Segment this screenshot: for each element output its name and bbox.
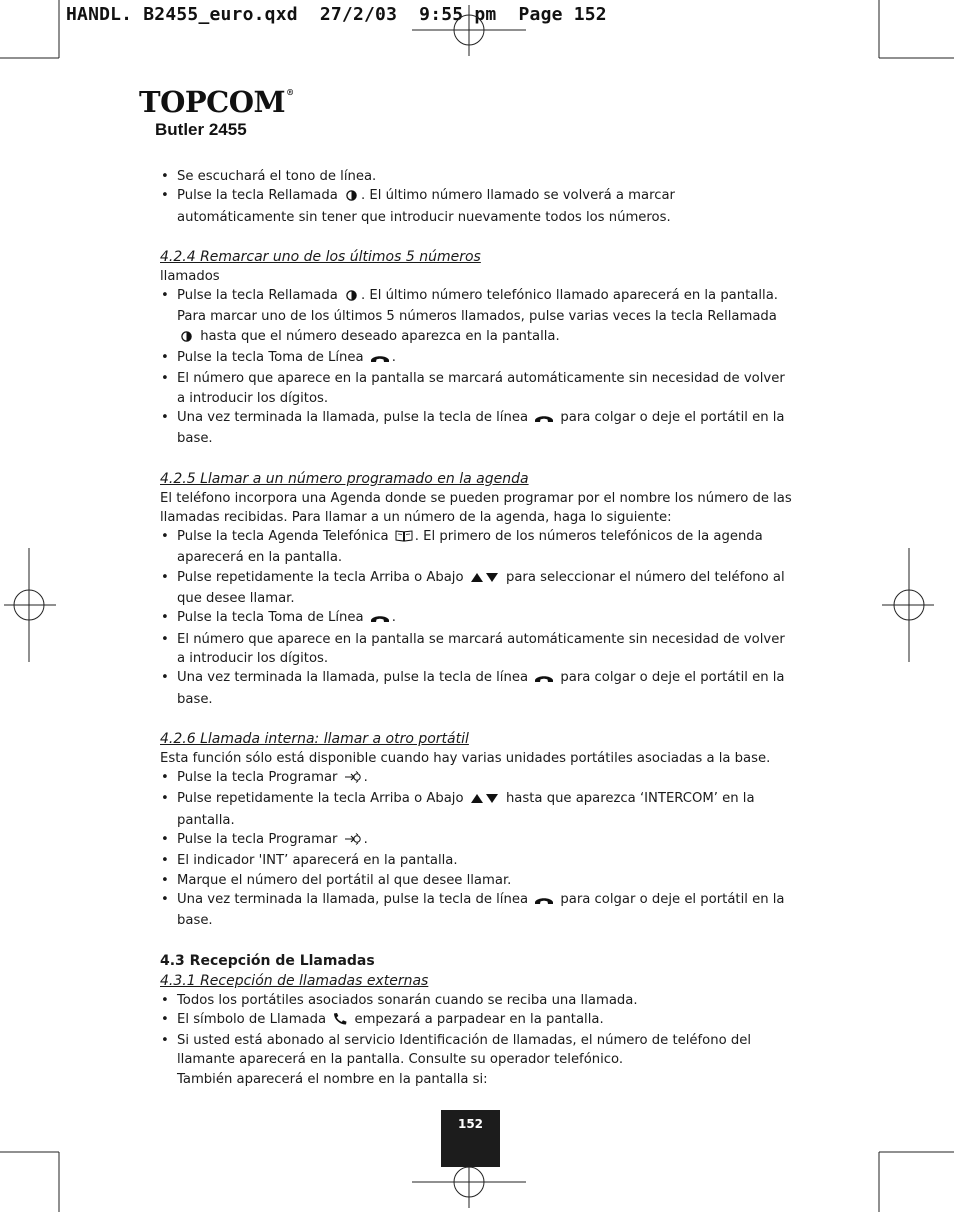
- handset-icon: [534, 892, 554, 911]
- list-item: • Pulse repetidamente la tecla Arriba o Abajo para seleccionar el número del teléfono al que desee llamar.: [160, 568, 792, 609]
- redial-icon: [344, 188, 359, 207]
- page-body: [160, 167, 792, 1089]
- handset-icon: [534, 410, 554, 429]
- section-title-4-2-6: 4.2.6 Llamada interna: llamar a otro portátil: [160, 730, 469, 747]
- section-title-4-2-4: 4.2.4 Remarcar uno de los últimos 5 números: [160, 248, 481, 265]
- list-item: • Marque el número del portátil al que desee llamar.: [160, 871, 792, 890]
- phonebook-icon: [395, 529, 413, 548]
- intro-list: [160, 167, 792, 227]
- section-intro: El teléfono incorpora una Agenda donde se pueden programar por el nombre los número de las llamadas recibidas. Para llamar a un número de la agenda, haga lo siguiente:: [160, 490, 792, 525]
- list-item: • Pulse la tecla Agenda Telefónica . El primero de los números telefónicos de la agenda aparecerá en la pantalla.: [160, 527, 792, 568]
- program-icon: [344, 832, 362, 851]
- list-item: • Una vez terminada la llamada, pulse la tecla de línea para colgar o deje el portátil en la base.: [160, 668, 792, 709]
- section-intro: Esta función sólo está disponible cuando hay varias unidades portátiles asociadas a la base.: [160, 750, 771, 766]
- list-item: • Se escuchará el tono de línea.: [160, 167, 792, 186]
- list-item: • Todos los portátiles asociados sonarán cuando se reciba una llamada.: [160, 991, 792, 1010]
- section-subtitle: llamados: [160, 268, 220, 284]
- list-item: • Una vez terminada la llamada, pulse la tecla de línea para colgar o deje el portátil en la base.: [160, 890, 792, 931]
- list-item: • Una vez terminada la llamada, pulse la tecla de línea para colgar o deje el portátil en la base.: [160, 408, 792, 449]
- page-number: 152: [441, 1110, 500, 1167]
- list-item: • El número que aparece en la pantalla se marcará automáticamente sin necesidad de volver a introducir los dígitos.: [160, 630, 792, 669]
- program-icon: [344, 770, 362, 789]
- model-name: Butler 2455: [155, 120, 247, 139]
- section-title-4-3: 4.3 Recepción de Llamadas: [160, 952, 375, 969]
- list-item: • Pulse la tecla Rellamada . El último número telefónico llamado aparecerá en la pantalla. Para marcar uno de los últimos 5 números llamados, pulse varias veces la tecla Rellamada hasta que el número deseado aparezca en la pantalla.: [160, 286, 792, 348]
- print-slug: HANDL. B2455_euro.qxd 27/2/03 9:55 pm Page 152: [66, 4, 607, 25]
- list-4-2-6: [160, 768, 792, 930]
- section-note: También aparecerá el nombre en la pantalla si:: [177, 1071, 488, 1087]
- redial-icon: [179, 329, 194, 348]
- up-down-arrows-icon: [470, 570, 500, 589]
- list-item: • Pulse la tecla Toma de Línea .: [160, 608, 792, 629]
- topcom-logo: TOPCOM®: [139, 85, 294, 119]
- section-title-4-3-1: 4.3.1 Recepción de llamadas externas: [160, 972, 429, 989]
- list-item: • Pulse la tecla Rellamada . El último número llamado se volverá a marcar automáticamente sin tener que introducir nuevamente todos los números.: [160, 186, 792, 227]
- handset-icon: [534, 670, 554, 689]
- call-icon: [332, 1012, 348, 1031]
- list-4-3-1: [160, 991, 792, 1070]
- handset-icon: [370, 610, 390, 629]
- list-item: • Pulse la tecla Toma de Línea .: [160, 348, 792, 369]
- list-4-2-4: [160, 286, 792, 448]
- list-item: • Pulse la tecla Programar .: [160, 768, 792, 789]
- handset-icon: [370, 350, 390, 369]
- list-item: • Si usted está abonado al servicio Identificación de llamadas, el número de teléfono del llamante aparecerá en la pantalla. Consulte su operador telefónico.: [160, 1031, 792, 1070]
- list-item: • El símbolo de Llamada empezará a parpadear en la pantalla.: [160, 1010, 792, 1031]
- section-title-4-2-5: 4.2.5 Llamar a un número programado en la agenda: [160, 470, 529, 487]
- list-item: • Pulse la tecla Programar .: [160, 830, 792, 851]
- list-4-2-5: [160, 527, 792, 709]
- up-down-arrows-icon: [470, 791, 500, 810]
- list-item: • Pulse repetidamente la tecla Arriba o Abajo hasta que aparezca ‘INTERCOM’ en la pantalla.: [160, 789, 792, 830]
- list-item: • El número que aparece en la pantalla se marcará automáticamente sin necesidad de volver a introducir los dígitos.: [160, 369, 792, 408]
- redial-icon: [344, 288, 359, 307]
- list-item: • El indicador 'INT’ aparecerá en la pantalla.: [160, 851, 792, 870]
